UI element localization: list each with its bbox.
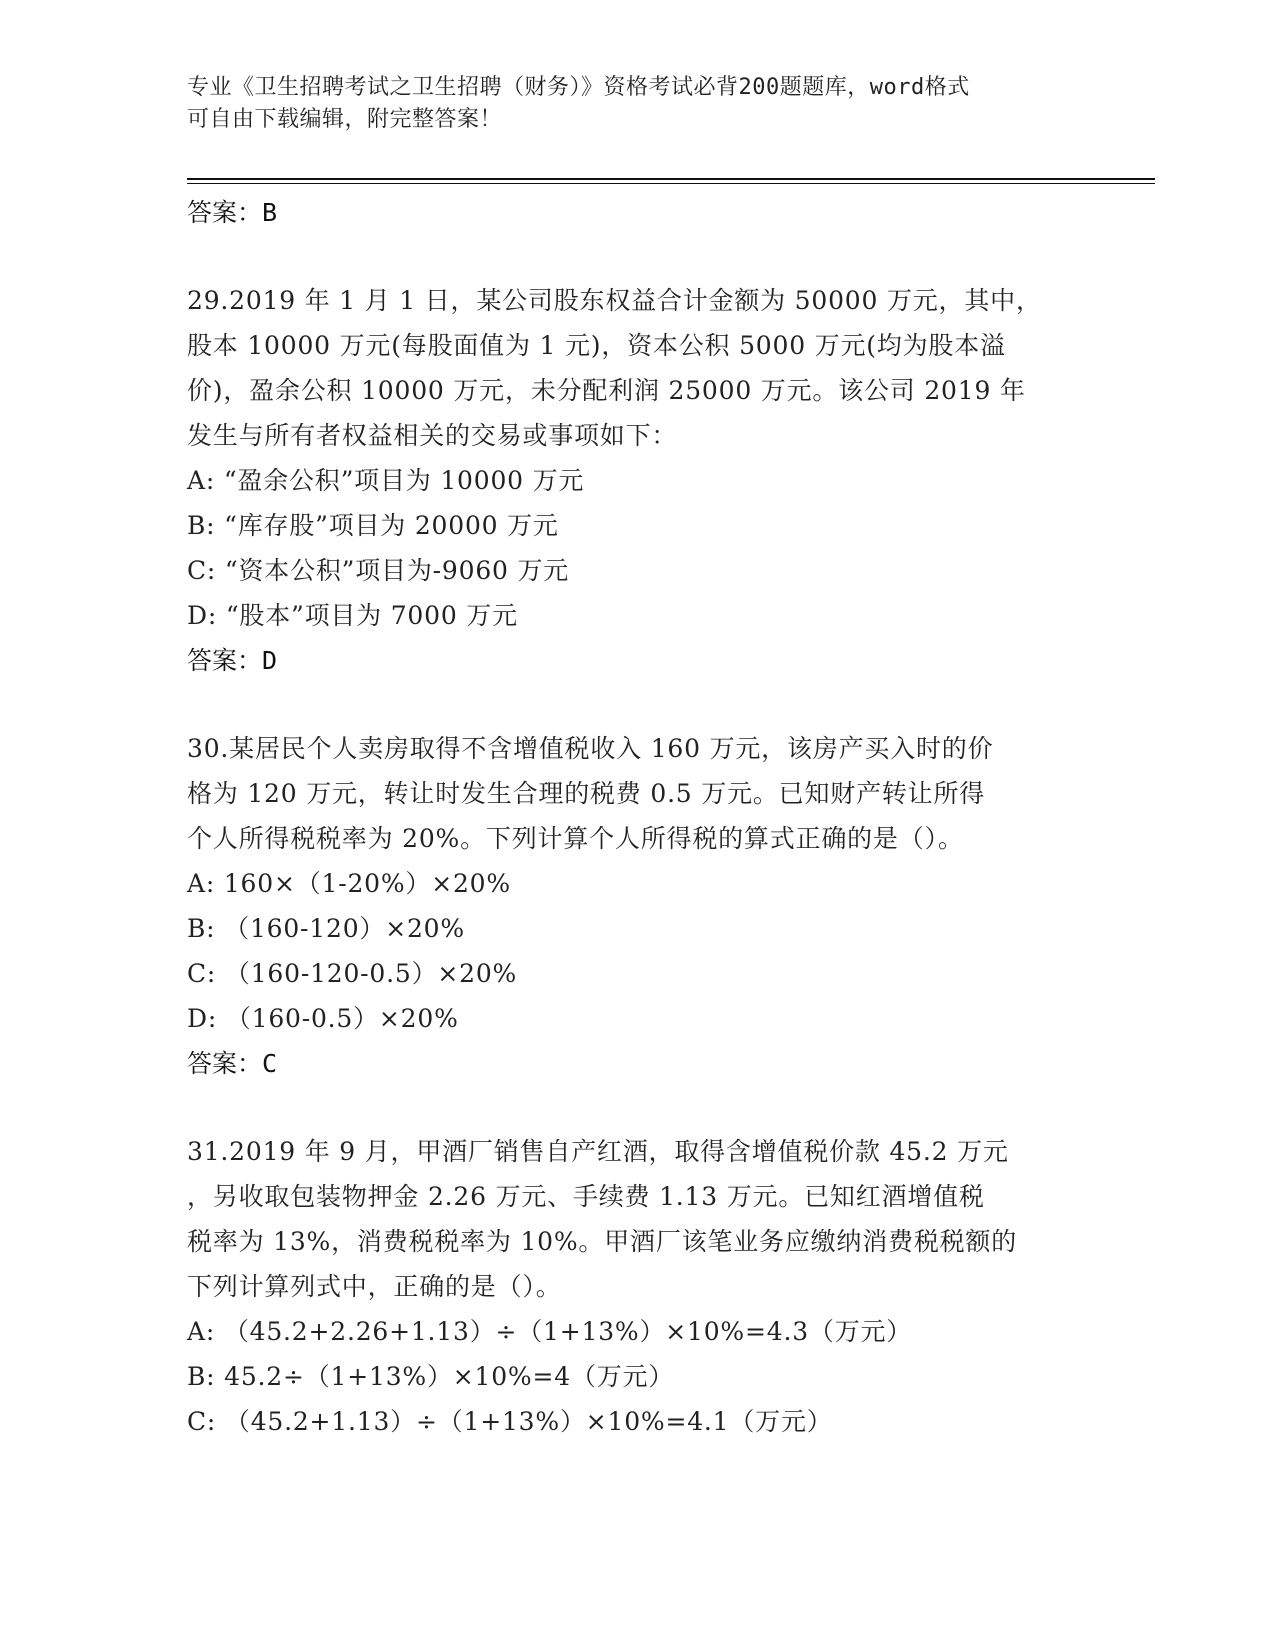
option-d: D: （160-0.5）×20%	[187, 1004, 459, 1033]
header-line-2: 可自由下载编辑，附完整答案！	[187, 107, 503, 132]
header-divider-thin	[187, 183, 1155, 184]
header-divider-thick	[187, 178, 1155, 180]
question-text-line: 税率为 13%，消费税税率为 10%。甲酒厂该笔业务应缴纳消费税税额的	[187, 1227, 1018, 1256]
question-text-line: 发生与所有者权益相关的交易或事项如下：	[187, 421, 678, 450]
question-text-line: 股本 10000 万元(每股面值为 1 元)，资本公积 5000 万元(均为股本溢	[187, 331, 1006, 360]
answer-previous: 答案：B	[187, 198, 278, 227]
question-text-line: 31.2019 年 9 月，甲酒厂销售自产红酒，取得含增值税价款 45.2 万元	[187, 1137, 1009, 1166]
question-text-line: 30.某居民个人卖房取得不含增值税收入 160 万元，该房产买入时的价	[187, 734, 994, 763]
option-b: B: （160-120）×20%	[187, 914, 465, 943]
option-c: C: “资本公积”项目为-9060 万元	[187, 556, 570, 585]
question-text-line: 下列计算列式中，正确的是（）。	[187, 1272, 562, 1301]
option-a: A: （45.2+2.26+1.13）÷（1+13%）×10%=4.3（万元）	[187, 1317, 913, 1346]
spacer	[187, 1087, 1077, 1129]
option-c: C: （45.2+1.13）÷（1+13%）×10%=4.1（万元）	[187, 1407, 833, 1436]
option-d: D: “股本”项目为 7000 万元	[187, 601, 518, 630]
option-c: C: （160-120-0.5）×20%	[187, 959, 518, 988]
question-31	[187, 1129, 1077, 1444]
question-29	[187, 278, 1077, 684]
question-30	[187, 726, 1077, 1087]
question-text-line: 价)，盈余公积 10000 万元，未分配利润 25000 万元。该公司 2019 年	[187, 376, 1026, 405]
spacer	[187, 684, 1077, 726]
question-text-line: 个人所得税税率为 20%。下列计算个人所得税的算式正确的是（）。	[187, 824, 964, 853]
question-text-line: ，另收取包装物押金 2.26 万元、手续费 1.13 万元。已知红酒增值税	[187, 1182, 985, 1211]
spacer	[187, 236, 1077, 278]
answer-29: 答案：D	[187, 646, 278, 675]
option-a: A: 160×（1-20%）×20%	[187, 869, 511, 898]
option-a: A: “盈余公积”项目为 10000 万元	[187, 466, 585, 495]
answer-30: 答案：C	[187, 1049, 278, 1078]
option-b: B: “库存股”项目为 20000 万元	[187, 511, 559, 540]
page-content	[187, 190, 1077, 1444]
option-b: B: 45.2÷（1+13%）×10%=4（万元）	[187, 1362, 675, 1391]
question-text-line: 格为 120 万元，转让时发生合理的税费 0.5 万元。已知财产转让所得	[187, 779, 986, 808]
question-text-line: 29.2019 年 1 月 1 日，某公司股东权益合计金额为 50000 万元，其中，	[187, 286, 1042, 315]
header-line-1: 专业《卫生招聘考试之卫生招聘（财务）》资格考试必背200题题库，word格式	[187, 75, 970, 100]
page-header	[187, 72, 1067, 136]
